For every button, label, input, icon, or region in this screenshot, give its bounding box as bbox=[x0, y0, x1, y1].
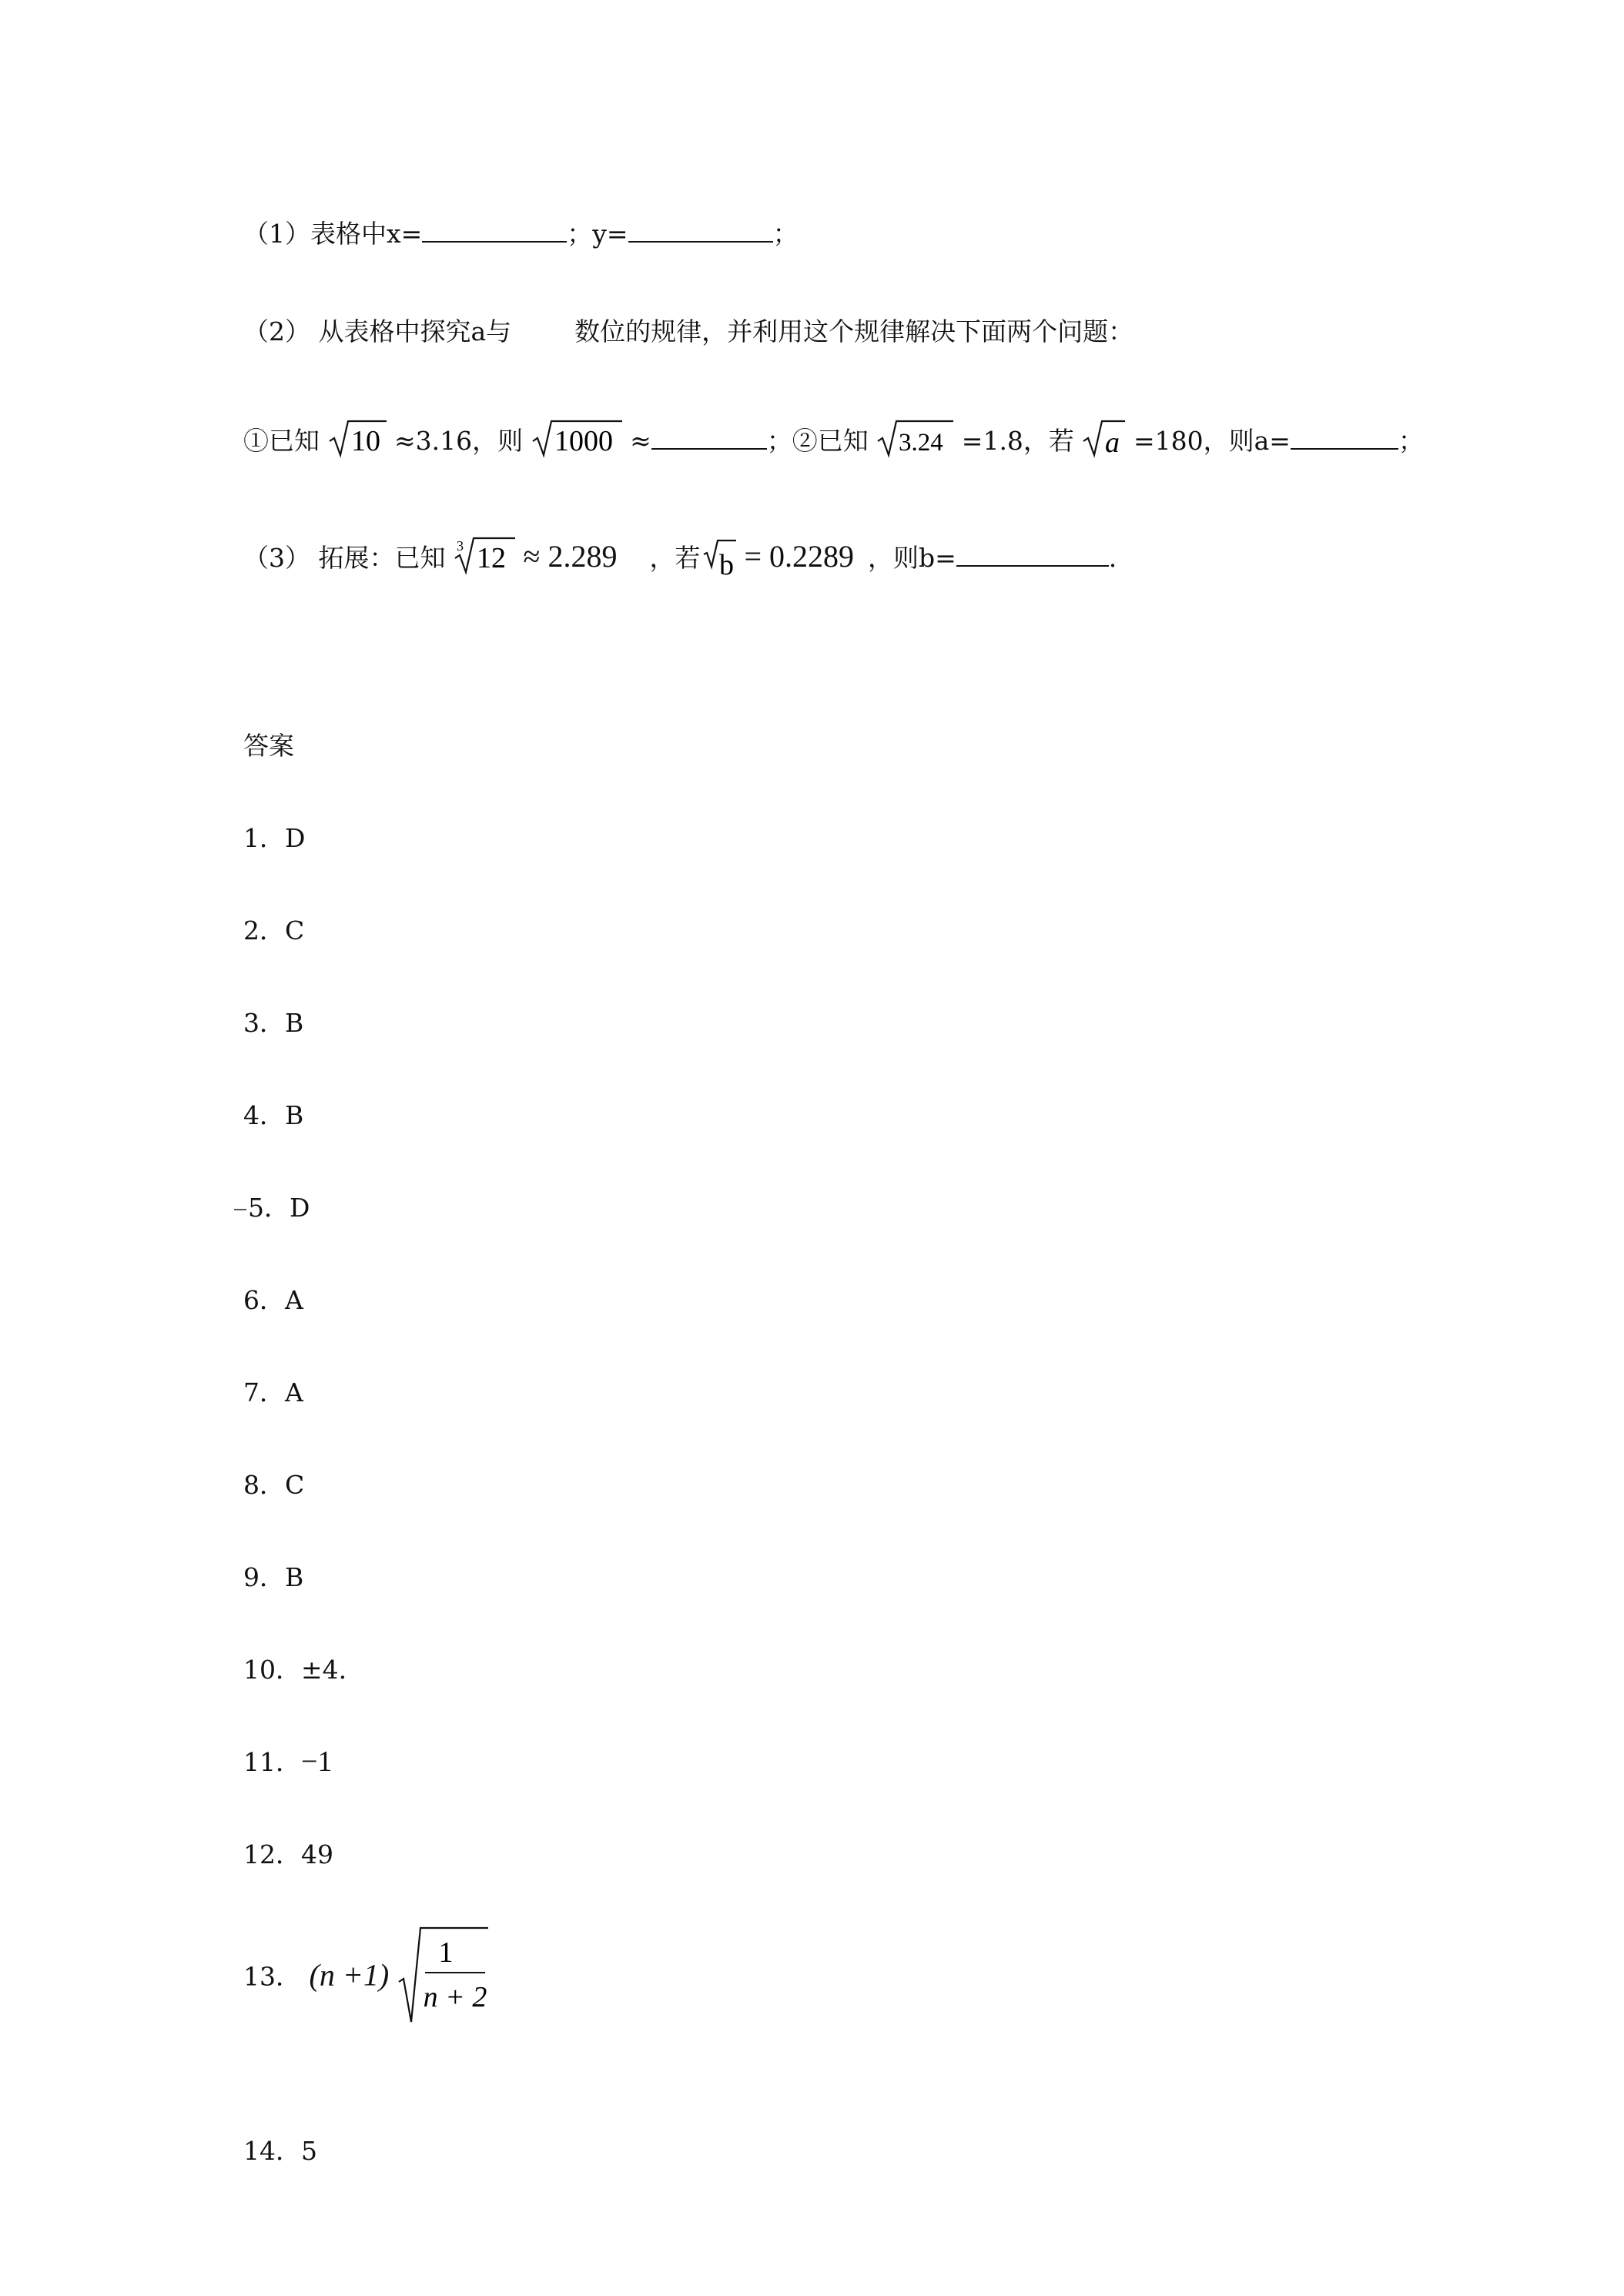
answer-1: 1．D bbox=[243, 823, 306, 853]
cbrt-b-radicand: b bbox=[718, 549, 734, 579]
sqrt-1000 bbox=[531, 418, 622, 458]
q3-t1: ，则b= bbox=[868, 543, 956, 573]
q2a-blank-2[interactable] bbox=[1291, 425, 1398, 450]
q3-mid: ，若 bbox=[649, 543, 701, 573]
answer-13-lhs: (n +1) bbox=[309, 1957, 390, 1993]
q2a-t1: ≈3.16，则 bbox=[394, 426, 524, 456]
sqrt-3-24 bbox=[876, 418, 953, 458]
cbrt-index: 3 bbox=[457, 538, 464, 554]
q1-y-blank[interactable] bbox=[628, 218, 773, 243]
answer-10: 10．±4. bbox=[243, 1655, 347, 1685]
sqrt-10 bbox=[328, 418, 387, 458]
q1-prefix: （1）表格中x= bbox=[243, 219, 423, 249]
q2a-t3: ；②已知 bbox=[766, 426, 869, 456]
answers-heading: 答案 bbox=[243, 731, 294, 761]
answer-13-sqrt-fraction bbox=[397, 1925, 488, 2025]
q2a-t4: =1.8，若 bbox=[961, 426, 1074, 456]
edit-mark bbox=[234, 1209, 246, 1210]
sqrt-a-radicand: a bbox=[1105, 427, 1120, 458]
q2a-t2: ≈ bbox=[630, 426, 651, 456]
answer-6: 6．A bbox=[243, 1285, 303, 1315]
question-3 bbox=[243, 538, 1117, 579]
fraction-numerator: 1 bbox=[438, 1936, 454, 1969]
answer-3: 3．B bbox=[243, 1008, 304, 1038]
cbrt-12 bbox=[454, 535, 515, 575]
answer-9: 9．B bbox=[243, 1562, 304, 1592]
q3-v2: = 0.2289 bbox=[744, 539, 855, 574]
answer-13-label: 13． bbox=[243, 1961, 301, 1992]
q2-prefix: （2） 从表格中探究a与 bbox=[243, 316, 512, 346]
cbrt-b bbox=[702, 536, 736, 579]
answer-12: 12．49 bbox=[243, 1839, 333, 1869]
q3-prefix: （3） 拓展：已知 bbox=[243, 543, 446, 573]
q2a-blank-1[interactable] bbox=[651, 425, 767, 450]
answer-11-value: −1 bbox=[301, 1745, 333, 1778]
question-2 bbox=[243, 316, 1134, 346]
answer-5-text: 5．D bbox=[248, 1193, 310, 1223]
answer-11-label: 11． bbox=[243, 1747, 301, 1777]
q2a-t5: =180，则a= bbox=[1133, 426, 1291, 456]
answer-2: 2．C bbox=[243, 915, 305, 946]
cbrt-12-radicand: 12 bbox=[477, 542, 506, 574]
answer-13 bbox=[243, 1925, 488, 2025]
sqrt-a bbox=[1082, 418, 1125, 458]
sqrt-10-radicand: 10 bbox=[350, 425, 380, 457]
fraction-denominator: n + 2 bbox=[423, 1981, 487, 2013]
answer-8: 8．C bbox=[243, 1470, 305, 1500]
sqrt-1000-radicand: 1000 bbox=[554, 425, 613, 457]
q3-blank[interactable] bbox=[956, 542, 1109, 567]
question-2-parts bbox=[243, 425, 1424, 458]
question-1 bbox=[243, 218, 799, 249]
q2-rest: 数位的规律，并利用这个规律解决下面两个问题： bbox=[574, 316, 1134, 346]
q1-x-blank[interactable] bbox=[422, 218, 567, 243]
answer-7: 7．A bbox=[243, 1377, 303, 1407]
answer-5 bbox=[234, 1188, 310, 1224]
answer-4: 4．B bbox=[243, 1100, 304, 1130]
q3-v1: ≈ 2.289 bbox=[523, 539, 618, 574]
q2a-circ1: ①已知 bbox=[243, 426, 320, 456]
q2a-t6: ； bbox=[1398, 426, 1424, 456]
q1-sep: ；y= bbox=[567, 219, 628, 249]
q1-end: ； bbox=[772, 219, 799, 249]
answer-14: 14．5 bbox=[243, 2136, 317, 2166]
sqrt-3-24-radicand: 3.24 bbox=[899, 429, 944, 457]
answer-11 bbox=[243, 1742, 332, 1779]
q3-end: . bbox=[1108, 543, 1117, 573]
